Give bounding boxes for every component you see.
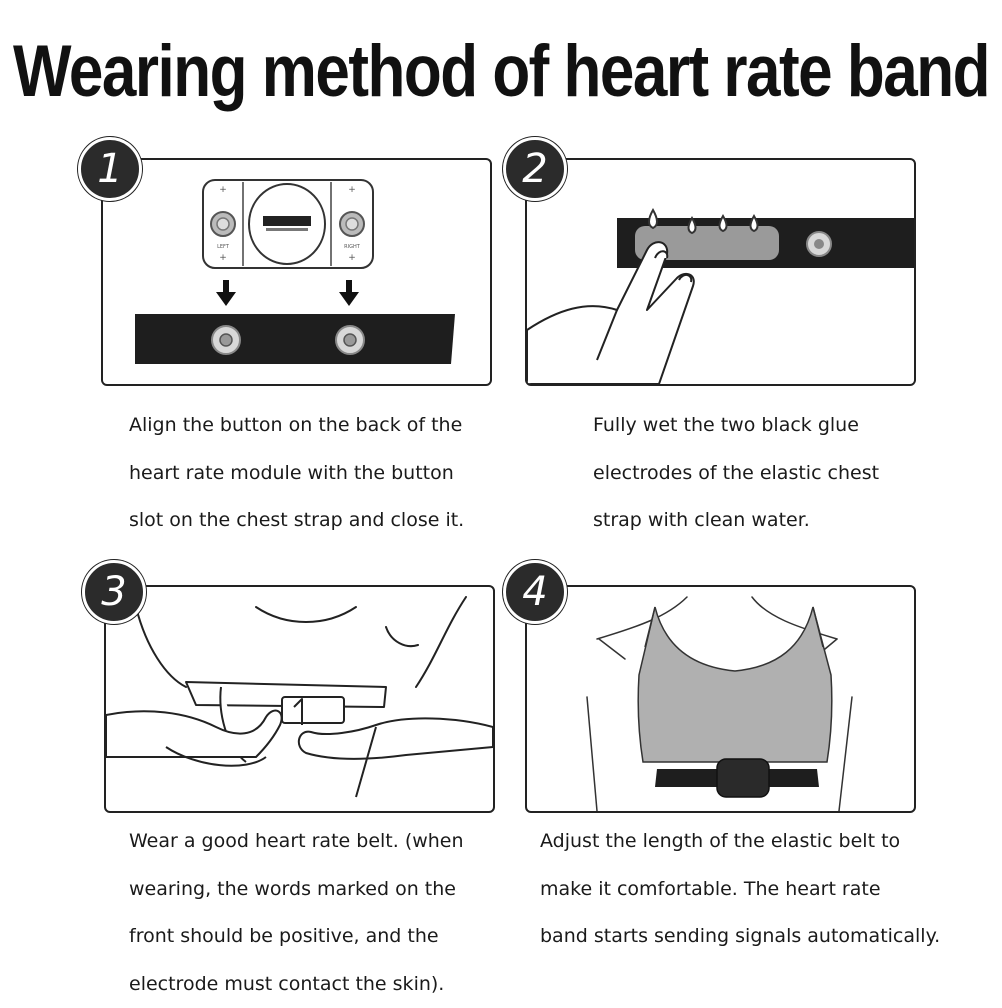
step-2-caption	[593, 402, 879, 545]
caption-line: Adjust the length of the elastic belt to	[540, 818, 940, 866]
sports-bra-illustration	[638, 607, 832, 762]
heart-rate-module	[203, 180, 373, 268]
chest-strap	[655, 759, 819, 797]
svg-text:+: +	[219, 185, 227, 195]
caption-line: slot on the chest strap and close it.	[129, 497, 464, 545]
caption-line: electrodes of the elastic chest	[593, 450, 879, 498]
caption-line: Fully wet the two black glue	[593, 402, 879, 450]
step-4-illustration	[525, 585, 916, 813]
caption-line: electrode must contact the skin).	[129, 961, 464, 1008]
step-2-illustration	[525, 158, 916, 386]
chest-strap	[135, 314, 455, 364]
module-left-label: LEFT	[217, 244, 230, 250]
svg-text:+: +	[348, 185, 356, 195]
down-arrow-icon	[339, 280, 359, 306]
step-1-badge: 1	[78, 137, 142, 201]
down-arrow-icon	[216, 280, 236, 306]
step-4-badge: 4	[503, 560, 567, 624]
caption-line: wearing, the words marked on the	[129, 866, 464, 914]
caption-line: Align the button on the back of the	[129, 402, 464, 450]
module-right-label: RIGHT	[344, 244, 361, 250]
step-3-illustration	[104, 585, 495, 813]
torso-illustration	[136, 597, 466, 687]
step-1-illustration	[101, 158, 492, 386]
step-4-caption	[540, 818, 940, 961]
step-3-caption	[129, 818, 464, 1008]
step-2-badge: 2	[503, 137, 567, 201]
caption-line: heart rate module with the button	[129, 450, 464, 498]
caption-line: band starts sending signals automatically.	[540, 913, 940, 961]
svg-text:+: +	[348, 253, 356, 263]
step-1-caption	[129, 402, 464, 545]
step-3-badge: 3	[82, 560, 146, 624]
caption-line: strap with clean water.	[593, 497, 879, 545]
caption-line: front should be positive, and the	[129, 913, 464, 961]
caption-line: Wear a good heart rate belt. (when	[129, 818, 464, 866]
page-title: Wearing method of heart rate band	[0, 30, 1002, 114]
caption-line: make it comfortable. The heart rate	[540, 866, 940, 914]
svg-text:+: +	[219, 253, 227, 263]
